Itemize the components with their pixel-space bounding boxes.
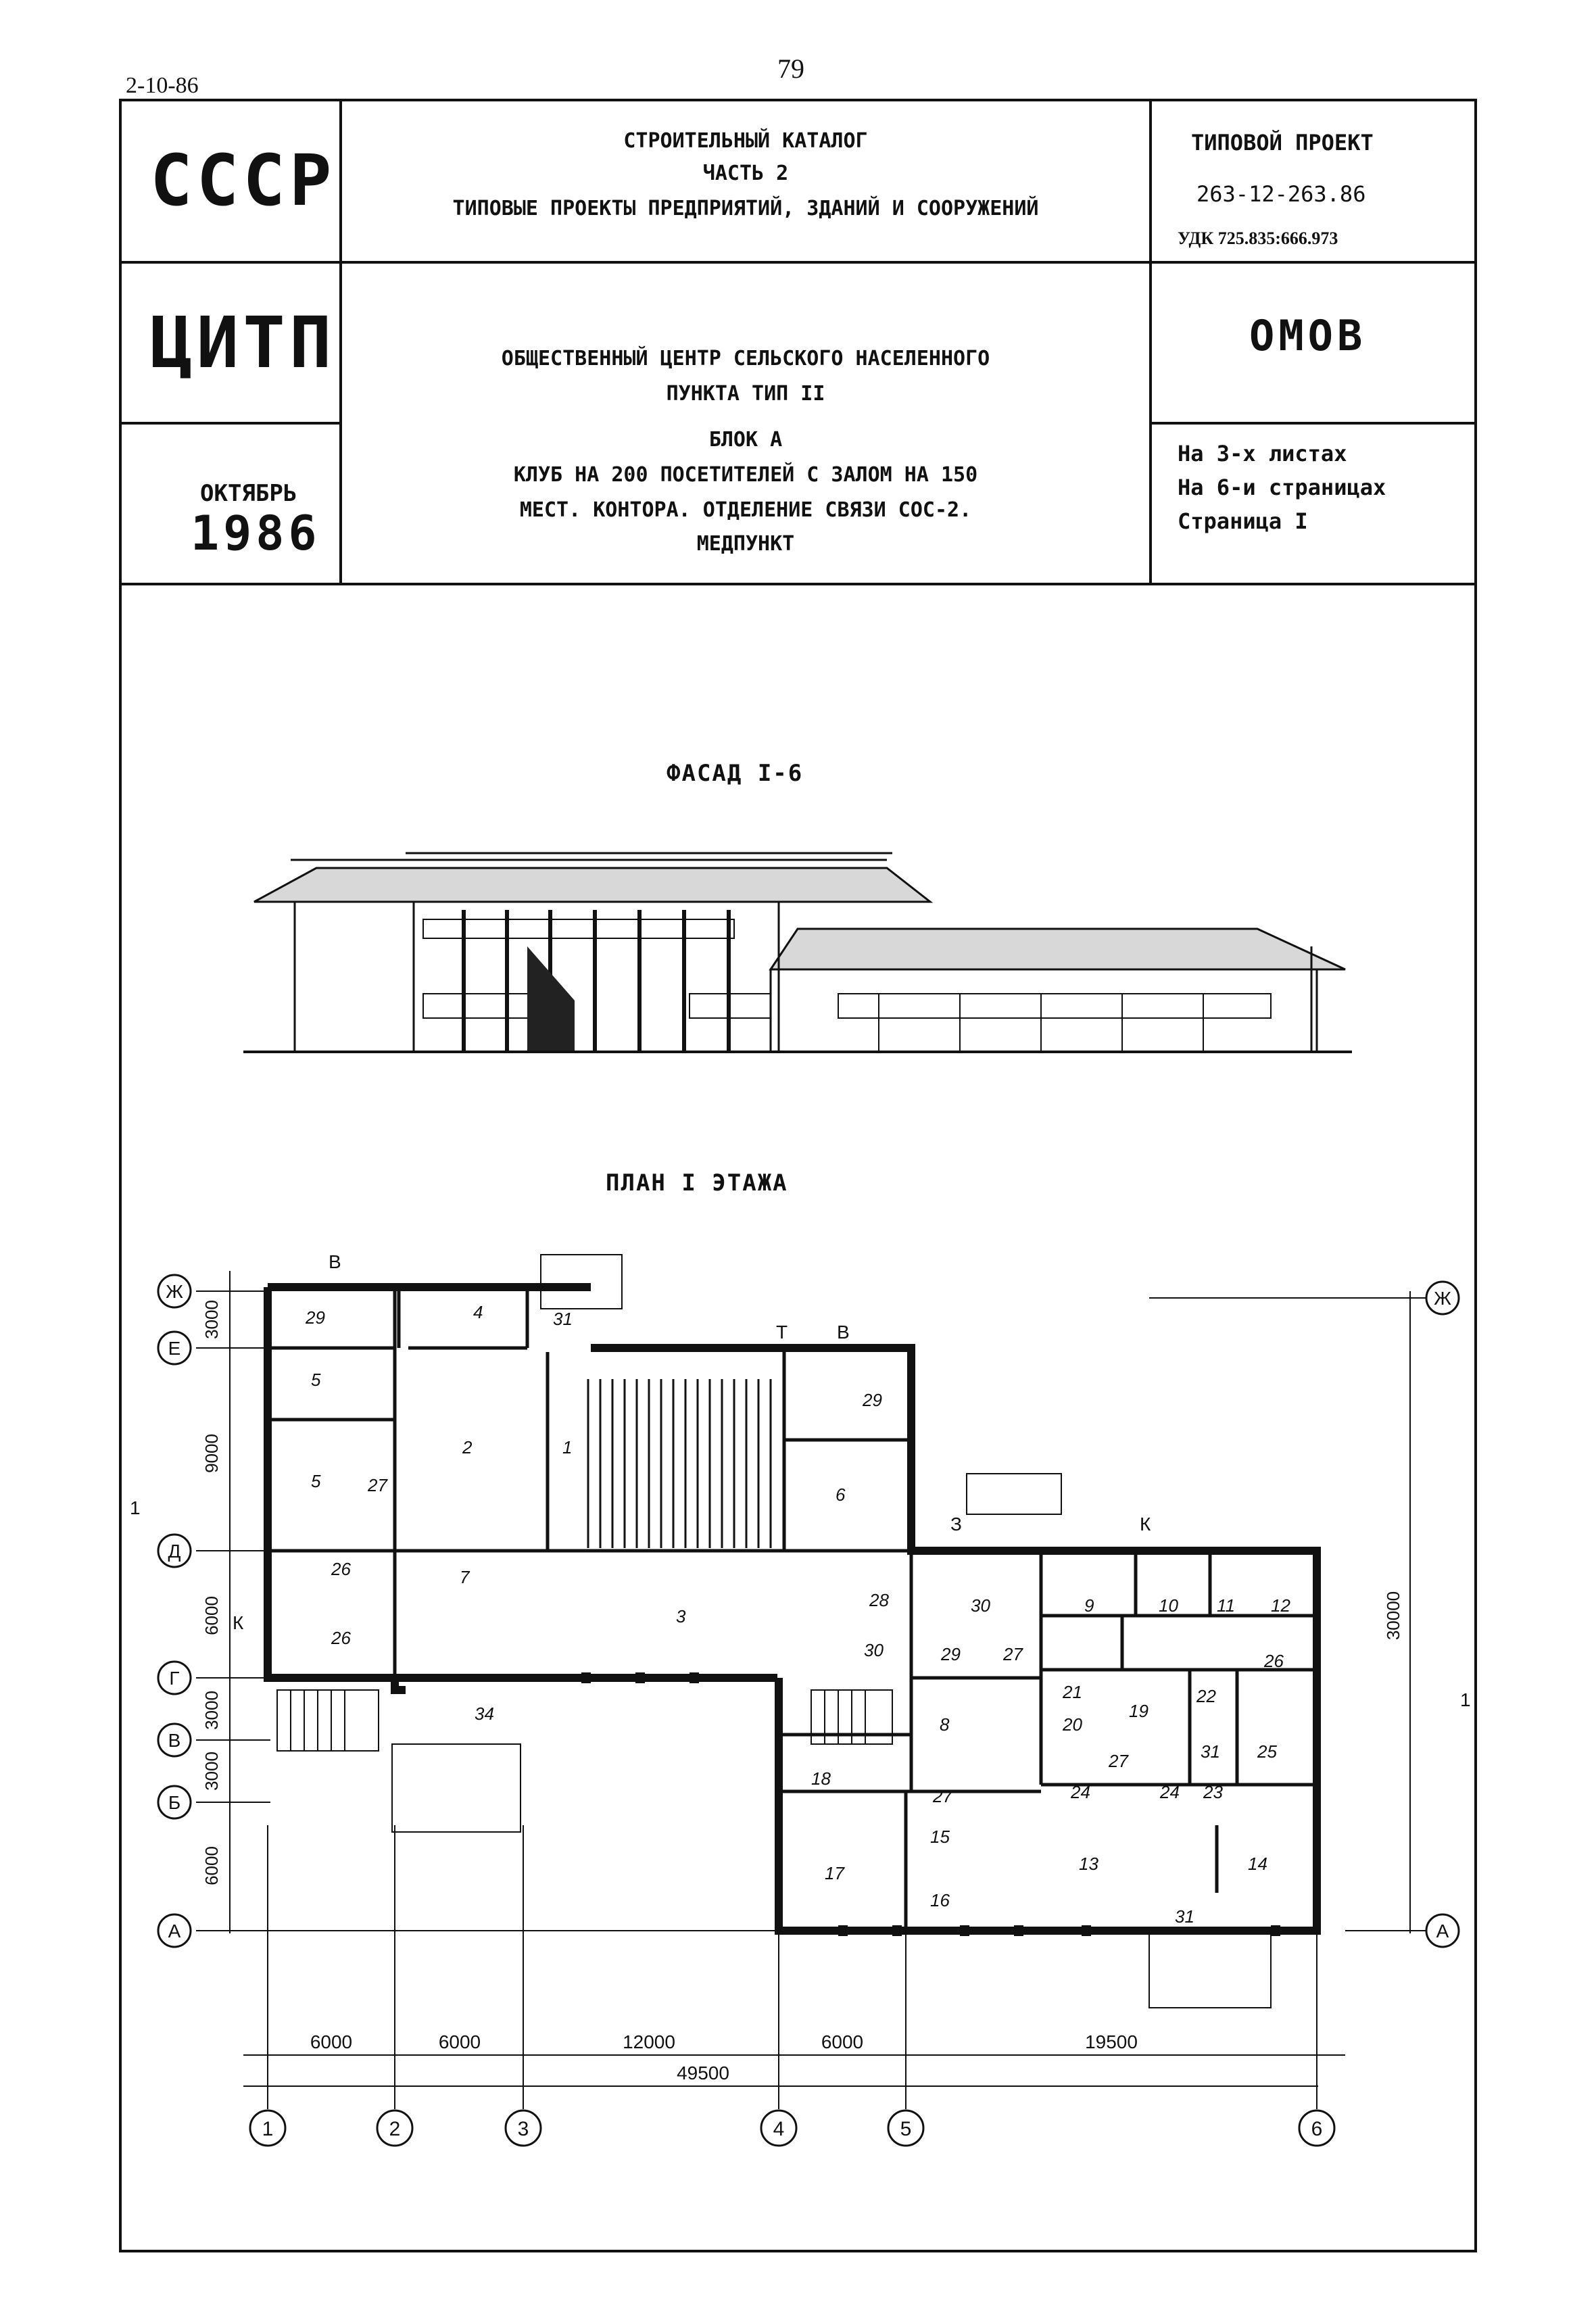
plan-hall-seating bbox=[588, 1379, 771, 1548]
dimension: 6000 bbox=[310, 2031, 353, 2052]
room-number: 3 bbox=[676, 1606, 686, 1626]
axis-label: В bbox=[168, 1730, 181, 1751]
room-number: 5 bbox=[311, 1370, 321, 1390]
description-line2: МЕСТ. КОНТОРА. ОТДЕЛЕНИЕ СВЯЗИ СОС-2. bbox=[519, 498, 972, 522]
room-number: 27 bbox=[933, 1786, 952, 1806]
room-number: 27 bbox=[368, 1475, 387, 1495]
room-number: 20 bbox=[1063, 1714, 1082, 1735]
marker: К bbox=[233, 1612, 244, 1633]
room-number: 28 bbox=[869, 1590, 889, 1610]
project-title-line1: ОБЩЕСТВЕННЫЙ ЦЕНТР СЕЛЬСКОГО НАСЕЛЕННОГО bbox=[501, 347, 990, 370]
room-number: 10 bbox=[1159, 1595, 1178, 1616]
room-number: 25 bbox=[1257, 1741, 1277, 1762]
axis-label: А bbox=[1436, 1921, 1449, 1941]
axis-label: Е bbox=[168, 1338, 181, 1359]
facade-label: ФАСАД I-6 bbox=[667, 760, 804, 787]
room-number: 31 bbox=[1201, 1741, 1220, 1762]
project-title-line2: ПУНКТА ТИП II bbox=[666, 382, 825, 406]
axis-label: Б bbox=[168, 1792, 181, 1813]
axis-label: А bbox=[168, 1921, 181, 1941]
room-number: 11 bbox=[1217, 1595, 1235, 1616]
org-ussr: СССР bbox=[150, 139, 336, 222]
room-number: 18 bbox=[811, 1768, 831, 1789]
room-number: 6 bbox=[836, 1485, 846, 1505]
room-number: 29 bbox=[863, 1390, 882, 1410]
publication-month: ОКТЯБРЬ bbox=[200, 480, 297, 507]
room-number: 26 bbox=[331, 1559, 351, 1579]
dimension: 9000 bbox=[201, 1434, 222, 1473]
publication-year: 1986 bbox=[191, 506, 321, 561]
room-number: 29 bbox=[306, 1307, 325, 1328]
room-number: 12 bbox=[1271, 1595, 1290, 1616]
axis-label: 2 bbox=[389, 2118, 401, 2140]
udk-code: УДК 725.835:666.973 bbox=[1178, 228, 1338, 248]
description-line1: КЛУБ НА 200 ПОСЕТИТЕЛЕЙ С ЗАЛОМ НА 150 bbox=[513, 463, 978, 487]
room-number: 17 bbox=[825, 1863, 844, 1883]
typical-project-label: ТИПОВОЙ ПРОЕКТ bbox=[1191, 130, 1374, 155]
room-number: 27 bbox=[1109, 1751, 1128, 1771]
room-number: 22 bbox=[1196, 1686, 1216, 1706]
room-number: 30 bbox=[971, 1595, 990, 1616]
dimension: 6000 bbox=[201, 1596, 222, 1635]
axis-label: Ж bbox=[1434, 1288, 1451, 1309]
room-number: 8 bbox=[940, 1714, 950, 1735]
room-number: 13 bbox=[1079, 1854, 1098, 1874]
room-number: 26 bbox=[1264, 1651, 1284, 1671]
marker: З bbox=[950, 1514, 962, 1535]
marker: К bbox=[1140, 1514, 1151, 1535]
axis-label: Д bbox=[168, 1541, 181, 1562]
marker: Т bbox=[776, 1322, 788, 1343]
room-number: 5 bbox=[311, 1471, 321, 1491]
axis-label: 4 bbox=[773, 2118, 785, 2140]
dimension: 49500 bbox=[677, 2062, 729, 2083]
catalog-part: ЧАСТЬ 2 bbox=[702, 162, 789, 185]
room-number: 31 bbox=[1175, 1906, 1194, 1927]
room-number: 15 bbox=[930, 1827, 950, 1847]
page-number: 79 bbox=[777, 53, 804, 84]
dimension: 12000 bbox=[623, 2031, 675, 2052]
series-code: ОМОВ bbox=[1249, 311, 1367, 360]
axis-label: Г bbox=[169, 1668, 180, 1689]
dimension: 6000 bbox=[438, 2031, 481, 2052]
room-number: 9 bbox=[1084, 1595, 1094, 1616]
org-citp: ЦИТП bbox=[150, 301, 336, 384]
pages-count: На 6-и страницах bbox=[1178, 475, 1386, 500]
sheets-count: На 3-х листах bbox=[1178, 441, 1347, 466]
room-number: 24 bbox=[1160, 1782, 1180, 1802]
plan-label: ПЛАН I ЭТАЖА bbox=[606, 1169, 788, 1197]
marker: В bbox=[329, 1251, 341, 1272]
axis-label: Ж bbox=[166, 1281, 183, 1302]
dimension: 3000 bbox=[201, 1300, 222, 1339]
axis-label: 3 bbox=[517, 2118, 529, 2140]
axis-label: 6 bbox=[1311, 2118, 1323, 2140]
room-number: 34 bbox=[475, 1704, 494, 1724]
page-index: Страница I bbox=[1178, 508, 1308, 534]
room-number: 30 bbox=[864, 1640, 884, 1660]
room-number: 21 bbox=[1063, 1682, 1082, 1702]
marker: 1 bbox=[1460, 1689, 1471, 1710]
document-code: 2-10-86 bbox=[126, 73, 199, 98]
marker: 1 bbox=[130, 1497, 141, 1518]
block-label: БЛОК А bbox=[708, 428, 783, 452]
room-number: 1 bbox=[562, 1437, 573, 1457]
room-number: 23 bbox=[1203, 1782, 1223, 1802]
room-number: 14 bbox=[1248, 1854, 1267, 1874]
marker: В bbox=[837, 1322, 850, 1343]
axis-label: 5 bbox=[900, 2118, 912, 2140]
room-number: 16 bbox=[930, 1890, 950, 1910]
room-number: 19 bbox=[1129, 1701, 1148, 1721]
room-number: 29 bbox=[941, 1644, 961, 1664]
catalog-title: СТРОИТЕЛЬНЫЙ КАТАЛОГ bbox=[623, 129, 868, 153]
dimension: 6000 bbox=[201, 1846, 222, 1885]
room-number: 4 bbox=[473, 1302, 483, 1322]
dimension: 3000 bbox=[201, 1752, 222, 1791]
description-line3: МЕДПУНКТ bbox=[696, 532, 795, 556]
room-number: 2 bbox=[462, 1437, 473, 1457]
room-number: 27 bbox=[1003, 1644, 1023, 1664]
dimension: 6000 bbox=[821, 2031, 864, 2052]
axis-label: 1 bbox=[262, 2118, 274, 2140]
room-number: 26 bbox=[331, 1628, 351, 1648]
room-number: 31 bbox=[553, 1309, 573, 1329]
dimension: 30000 bbox=[1383, 1591, 1403, 1641]
room-number: 7 bbox=[460, 1567, 470, 1587]
project-number: 263-12-263.86 bbox=[1196, 181, 1366, 207]
room-number: 24 bbox=[1071, 1782, 1090, 1802]
dimension: 3000 bbox=[201, 1691, 222, 1730]
dimension: 19500 bbox=[1085, 2031, 1138, 2052]
catalog-section: ТИПОВЫЕ ПРОЕКТЫ ПРЕДПРИЯТИЙ, ЗДАНИЙ И СООРУЖЕНИЙ bbox=[452, 197, 1039, 220]
